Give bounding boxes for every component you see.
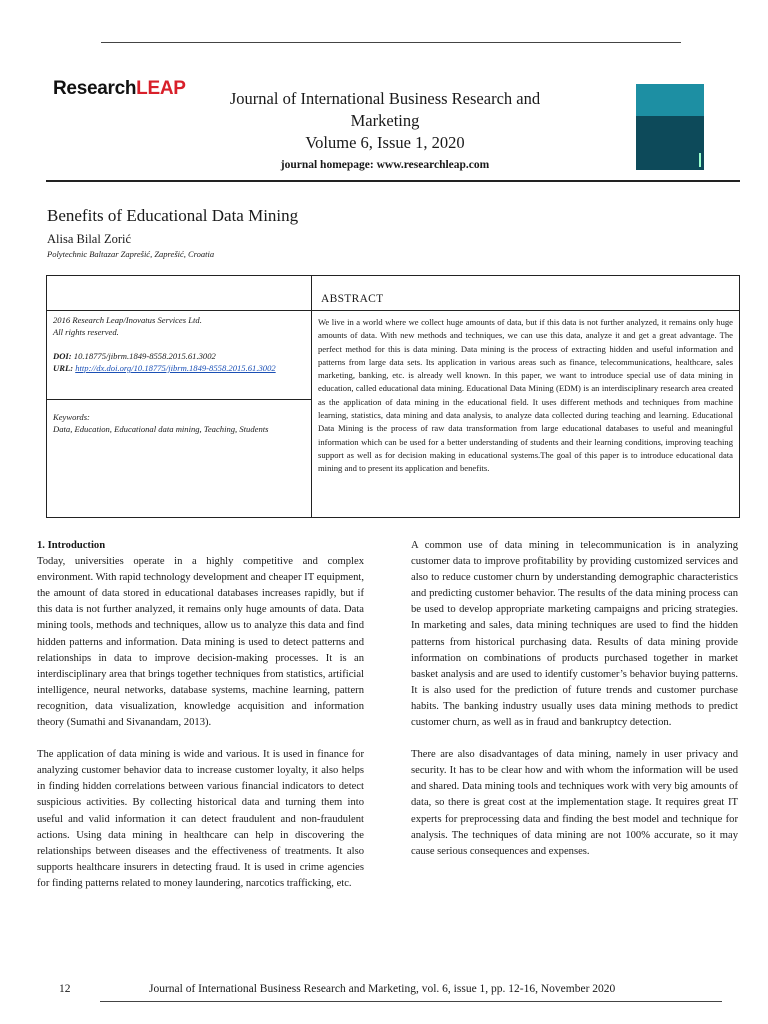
logo-leap-text: LEAP xyxy=(136,78,186,99)
article-info xyxy=(53,314,303,374)
url-line xyxy=(53,362,303,374)
article-affiliation: Polytechnic Baltazar Zaprešić, Zaprešić, Croatia xyxy=(47,249,215,259)
footer-rule xyxy=(100,1001,722,1002)
doi-line xyxy=(53,350,303,362)
box-divider-keywords xyxy=(47,399,311,400)
article-author: Alisa Bilal Zorić xyxy=(47,232,132,246)
left-paragraph-1: Today, universities operate in a highly competitive and complex environment. With rapid technology development and cheaper IT equipment, the amount of data stored in educational databases increases rapidly, but if this data is not further analyzed, it remains only huge amounts of data. Data mining tools, methods and techniques, allow us to analyze this data and find hidden patterns and information. Data mining is used to detect patterns and relationships in data to improve decision-making processes. It is an interdisciplinary area that brings together techniques from statistics, artificial intelligence, neural networks, database systems, machine learning, pattern recognition, data visualization, knowledge acquisition and information theory (Sumathi and Sivanandam, 2013). xyxy=(37,556,364,729)
box-divider-abstract xyxy=(311,310,739,311)
rights-line: All rights reserved. xyxy=(53,327,119,337)
right-paragraph-1: A common use of data mining in telecommunication is in analyzing customer data to improve profitability by providing customized services and also to reduce customer churn by understanding demographic characteristics and predicting customer behavior. The results of the data mining process can be used to develop appropriate marketing campaigns and pricing strategies. In marketing and sales, data mining techniques are used to find the hidden patterns from historical purchasing data. Results of data mining provide information on combinations of products purchased together in market basket analysis and are used to identify customer’s behavior buying patterns. It is also used for the prediction of future trends and customer purchase habits. The banking industry usually uses data mining methods to predict customer churn, as well as in fraud and bankruptcy detection. xyxy=(411,540,738,729)
section-heading-introduction: 1. Introduction xyxy=(37,540,106,551)
left-paragraph-2: The application of data mining is wide and various. It is used in finance for analyzing customer behavior data to increase customer loyalty, it also helps in finding hidden correlations between various financial indicators to detect suspicious activities. By collecting historical data and turning them into useful and valid information it can detect fraudulent and non-fraudulent actions. Using data mining in healthcare can help in discovering the relationships between diseases and the effectiveness of treatments. It also supports healthcare insurers in detecting fraud. It is used in crime agencies for finding patterns related to money laundering, narcotics trafficking, etc. xyxy=(37,749,364,889)
keywords-label: Keywords: xyxy=(53,412,90,422)
keywords-list: Data, Education, Educational data mining, Teaching, Students xyxy=(53,424,269,434)
article-info-box xyxy=(46,275,740,518)
journal-name-line2: Marketing xyxy=(350,111,420,130)
doi-link[interactable]: http://dx.doi.org/10.18775/jibrm.1849-8558.2015.61.3002 xyxy=(75,363,276,373)
box-vertical-divider xyxy=(311,276,312,517)
footer-citation: Journal of International Business Research and Marketing, vol. 6, issue 1, pp. 12-16, November 2020 xyxy=(149,983,616,995)
right-paragraph-2: There are also disadvantages of data mining, namely in user privacy and security. It has to be clear how and with whom the information will be used and shared. Data mining tools and techniques work with very big amounts of data, so there is great cost at the implementation stage. It requires great IT experts for preprocessing data and finding the best model and technique for analysis. The techniques of data mining are not 100% accurate, so it may cause serious consequences and expenses. xyxy=(411,749,738,857)
researchleap-logo xyxy=(53,78,186,100)
journal-name: Journal of International Business Research and xyxy=(229,89,541,108)
abstract-text: We live in a world where we collect huge amounts of data, but if this data is not further analyzed, it remains only huge amounts of data. With new methods and techniques, we can use this data, analyze it and get a great advantage. The perfect method for this is data mining. Data mining is the process of extracting hidden and useful information and patterns from large data sets. Its application in various areas such as finance, telecommunications, healthcare, sales marketing, banking, etc. is already well known. In this paper, we want to introduce special use of data mining in education, called educational data mining. Educational Data Mining (EDM) is an interdisciplinary research area created as the application of data mining in the educational field. It uses different methods and techniques from machine learning, statistics, data mining and data analysis, to analyze data collected during teaching and learning. Educational Data Mining is the process of raw data transformation from large educational databases to useful and meaningful information which can be used for a better understanding of students and their learning conditions, improving teaching support as well as for decision making in educational systems.The goal of this paper is to introduce educational data mining and to present its application and benefits. xyxy=(318,317,733,474)
box-divider-info-top xyxy=(47,310,311,311)
doi-value: 10.18775/jibrm.1849-8558.2015.61.3002 xyxy=(73,351,216,361)
header-rule xyxy=(46,180,740,182)
journal-cover-image xyxy=(636,84,704,170)
journal-homepage: journal homepage: www.researchleap.com xyxy=(280,159,490,171)
journal-header xyxy=(190,88,580,172)
url-label: URL: xyxy=(53,363,74,373)
top-rule xyxy=(101,42,681,43)
abstract-heading: ABSTRACT xyxy=(321,293,384,305)
copyright-line: 2016 Research Leap/Inovatus Services Ltd. xyxy=(53,315,202,325)
doi-label: DOI: xyxy=(53,351,72,361)
keywords-block xyxy=(53,411,303,435)
cover-top-band xyxy=(636,84,704,116)
journal-volume: Volume 6, Issue 1, 2020 xyxy=(305,133,465,152)
logo-research-text: Research xyxy=(53,78,137,99)
body-right-column xyxy=(411,538,738,876)
page-number: 12 xyxy=(59,983,71,995)
cover-accent xyxy=(699,153,701,167)
body-left-column xyxy=(37,538,364,908)
article-title: Benefits of Educational Data Mining xyxy=(47,206,299,225)
